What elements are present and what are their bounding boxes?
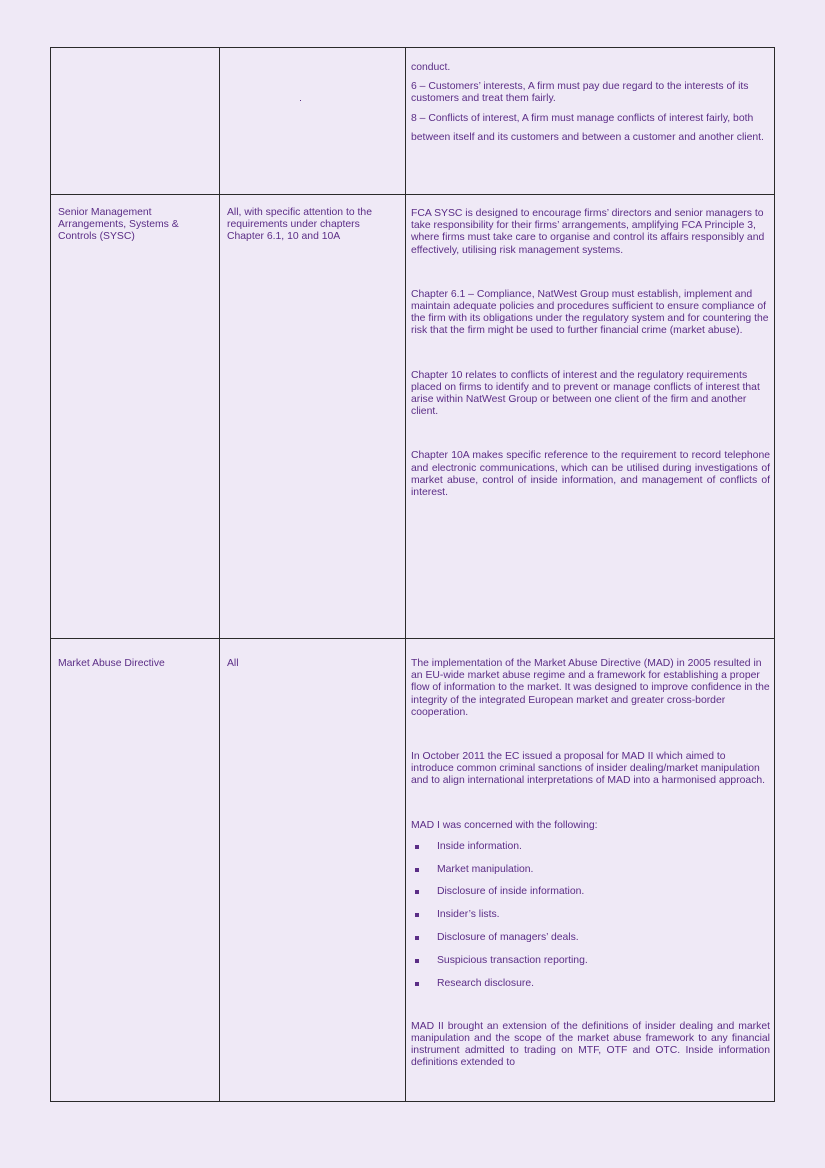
scope-cell [220,48,406,194]
bullet-square-icon [415,959,419,963]
description-cell [406,639,774,1102]
paragraph: MAD II brought an extension of the definitions of insider dealing and market manipulation and the scope of the market abuse framework to any financial instrument admitted to trading on MTF, OTF and OTC. Inside information definitions extended to [411,1020,770,1069]
table-row [51,48,774,194]
paragraph: between itself and its customers and between a customer and another client. [411,131,764,143]
table-row [51,194,774,639]
bullet-square-icon [415,982,419,986]
bullet-list [411,841,770,990]
list-item: Insider’s lists. [411,909,770,921]
scope-text: All, with specific attention to the requirements under chapters Chapter 6.1, 10 and 10A [227,207,372,243]
paragraph: Chapter 10A makes specific reference to the requirement to record telephone and electronic communications, which can be utilised during investigations of market abuse, control of inside information, and management of conflicts of interest. [411,450,770,499]
paragraph: 8 – Conflicts of interest, A firm must manage conflicts of interest fairly, both [411,112,754,124]
list-item: Disclosure of managers’ deals. [411,932,770,944]
paragraph: In October 2011 the EC issued a proposal for MAD II which aimed to introduce common criminal sanctions of insider dealing/market manipulation and to align international interpretations of MAD into a harmonised approach. [411,751,766,787]
description-cell [406,48,774,194]
paragraph: Chapter 10 relates to conflicts of interest and the regulatory requirements placed on firms to identify and to prevent or manage conflicts of interest that arise within NatWest Group or between one client of the firm and another client. [411,369,760,418]
paragraph: MAD I was concerned with the following: [411,819,598,831]
bullet-square-icon [415,845,419,849]
scope-cell [220,195,406,639]
list-item: Inside information. [411,841,770,853]
paragraph: The implementation of the Market Abuse Directive (MAD) in 2005 resulted in an EU-wide market abuse regime and a framework for establishing a proper flow of information to the market. It was designed to improve confidence in the integrity of the integrated European market and greater cross-border cooperation. [411,658,770,718]
scope-cell [220,639,406,1102]
list-item: Market manipulation. [411,864,770,876]
paragraph: 6 – Customers’ interests, A firm must pay due regard to the interests of its customers and treat them fairly. [411,81,749,105]
regulation-name: Market Abuse Directive [58,658,165,669]
description-cell [406,195,774,639]
paragraph: Chapter 6.1 – Compliance, NatWest Group must establish, implement and maintain adequate policies and procedures sufficient to ensure compliance of the firm with its obligations under the regulatory system and for countering the risk that the firm might be used to further financial crime (market abuse). [411,288,769,337]
regulation-name: Senior Management Arrangements, Systems & Controls (SYSC) [58,207,179,243]
bullet-square-icon [415,936,419,940]
list-item: Research disclosure. [411,978,770,990]
list-item: Suspicious transaction reporting. [411,955,770,967]
regulation-cell [51,639,220,1102]
bullet-square-icon [415,913,419,917]
table-row [51,638,774,1102]
list-item: Disclosure of inside information. [411,886,770,898]
paragraph: conduct. [411,62,451,73]
regulation-cell [51,195,220,639]
bullet-square-icon [415,868,419,872]
paragraph: FCA SYSC is designed to encourage firms’ directors and senior managers to take responsibility for their firms’ arrangements, amplifying FCA Principle 3, where firms must take care to organise and control its affairs responsibly and effectively, utilising risk management systems. [411,208,765,256]
scope-text: All [227,658,239,669]
regulation-cell [51,48,220,194]
bullet-square-icon [415,890,419,894]
regulation-table [50,47,775,1102]
